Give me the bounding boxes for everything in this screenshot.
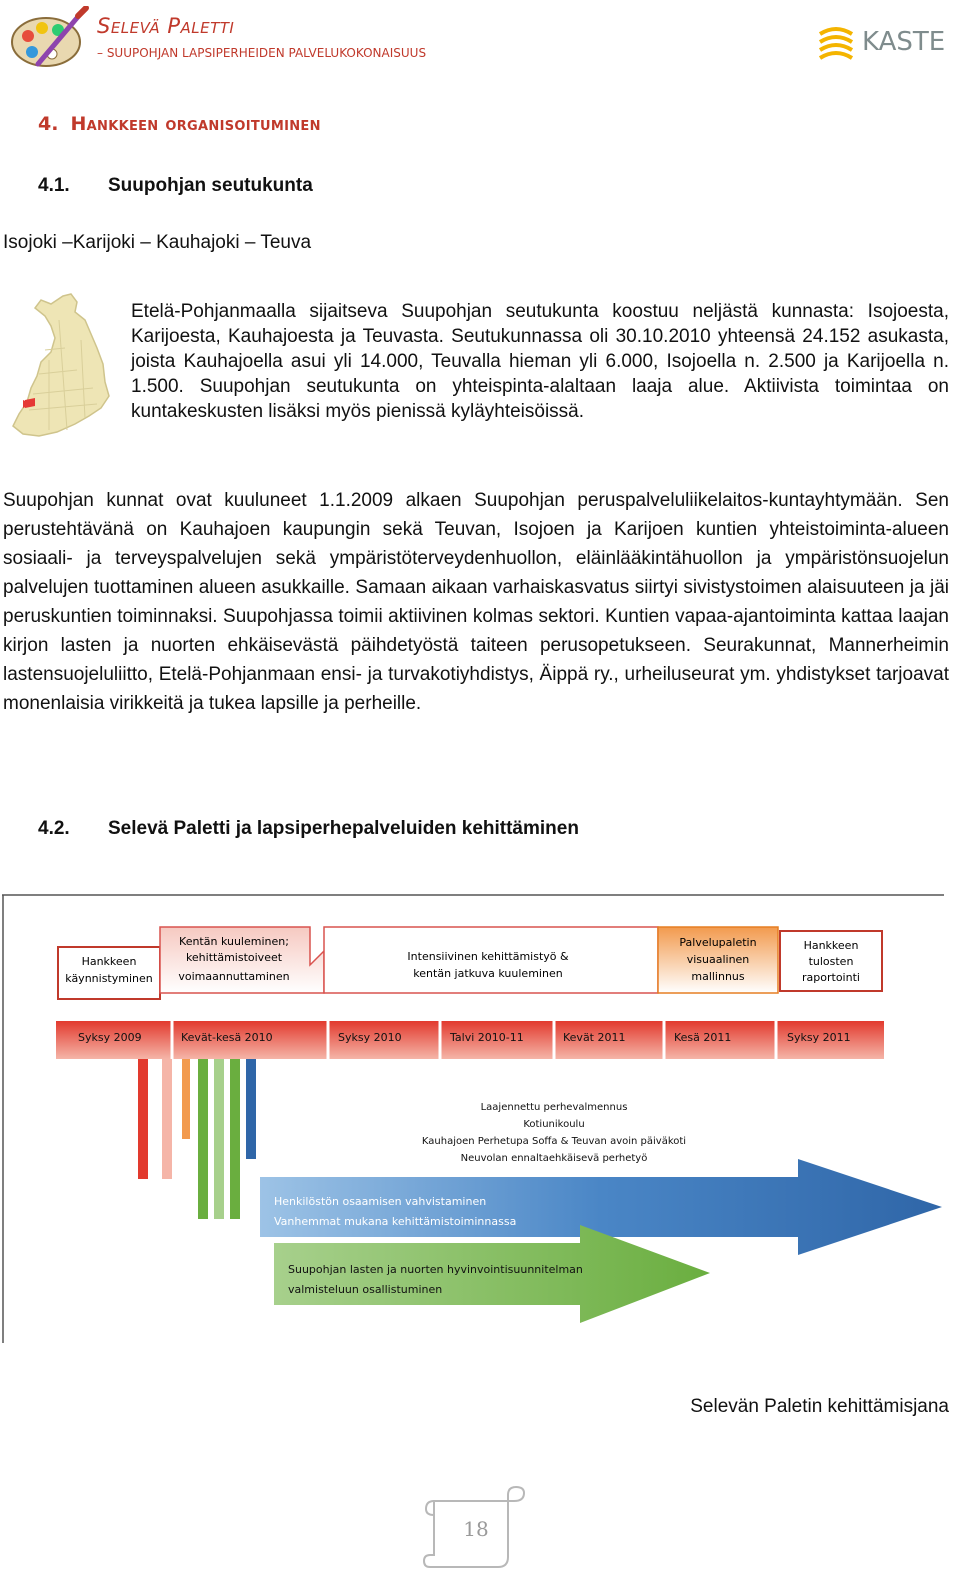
finland-map-icon: [5, 290, 117, 440]
subsection-heading-4-1: [38, 175, 313, 197]
service-1: Laajennettu perhevalmennus: [480, 1102, 628, 1113]
phase-3-line-2: kentän jatkuva kuuleminen: [413, 967, 563, 980]
page-number-scroll-icon: [420, 1485, 534, 1571]
phase-box-5: [780, 931, 882, 991]
phase-4-line-2: visuaalinen: [686, 953, 750, 966]
phase-box-1: [58, 947, 160, 999]
phase-box-2: [160, 927, 324, 993]
green-arrow-line-1: Suupohjan lasten ja nuorten hyvinvointisuunnitelman: [288, 1263, 583, 1276]
subsection-number: 4.2.: [38, 818, 70, 839]
kaste-logo: [818, 20, 950, 64]
service-3: Kauhajoen Perhetupa Soffa & Teuvan avoin päiväkoti: [421, 1136, 687, 1147]
section-heading: [38, 113, 321, 135]
phase-1-line-1: Hankkeen: [81, 955, 137, 968]
timeline-stripes: [138, 1059, 256, 1219]
period-3: Syksy 2010: [338, 1031, 402, 1044]
phase-4-line-3: mallinnus: [691, 970, 745, 983]
brand-subtitle: – SUUPOHJAN LAPSIPERHEIDEN PALVELUKOKONAISUUS: [97, 46, 427, 60]
phase-3-line-1: Intensiivinen kehittämistyö &: [407, 950, 569, 963]
phase-4-line-1: Palvelupaletin: [679, 936, 757, 949]
phase-5-line-2: tulosten: [808, 955, 854, 968]
green-arrow-line-2: valmisteluun osallistuminen: [288, 1283, 443, 1296]
period-2: Kevät-kesä 2010: [181, 1031, 273, 1044]
towns-line: Isojoki –Karijoki – Kauhajoki – Teuva: [3, 232, 312, 253]
brand-title: Selevä Paletti: [97, 14, 235, 38]
kaste-text: KASTE: [862, 27, 946, 57]
diagram-caption: Selevän Paletin kehittämisjana: [690, 1396, 949, 1417]
services-list: [422, 1102, 686, 1164]
period-4: Talvi 2010-11: [450, 1031, 524, 1044]
phase-box-3: [324, 927, 658, 993]
phase-5-line-1: Hankkeen: [803, 939, 859, 952]
phase-1-line-2: käynnistyminen: [65, 972, 153, 985]
period-6: Kesä 2011: [674, 1031, 732, 1044]
period-5: Kevät 2011: [563, 1031, 626, 1044]
blue-arrow-line-1: Henkilöstön osaamisen vahvistaminen: [274, 1195, 487, 1208]
phase-box-4: [658, 927, 778, 993]
phase-2-line-2: kehittämistoiveet: [185, 951, 283, 964]
phase-2-line-3: voimaannuttaminen: [178, 970, 290, 983]
phase-5-line-3: raportointi: [802, 971, 860, 984]
subsection-heading-4-2: [38, 818, 579, 840]
section-title: Hankkeen organisoituminen: [70, 113, 321, 135]
subsection-title: Selevä Paletti ja lapsiperhepalveluiden kehittäminen: [108, 818, 579, 839]
section-number: 4.: [38, 113, 59, 135]
development-timeline-diagram: [2, 893, 946, 1345]
paragraph-region: Etelä-Pohjanmaalla sijaitseva Suupohjan seutukunta koostuu neljästä kunnasta: Isojoesta, Karijoesta, Kauhajoesta ja Teuvasta. Seutukunnassa oli 30.10.2010 yhteensä 24.152 asukasta, joista Kauhajoella asui yli 14.000, Teuvalla hieman yli 6.000, Isojoella n. 2.500 ja Karijoella n. 1.500. Suupohjan seutukunta on yhteispinta-alaltaan laaja alue. Aktiivista toimintaa on kuntakeskusten lisäksi myös pienissä kyläyhteisöissä.: [131, 301, 949, 422]
subsection-title: Suupohjan seutukunta: [108, 175, 313, 196]
paragraph-organisation: Suupohjan kunnat ovat kuuluneet 1.1.2009 alkaen Suupohjan peruspalveluliikelaitos-kuntayhtymään. Sen perustehtävänä on Kauhajoen kaupungin sekä Teuvan, Isojoen ja Karijoen kuntien yhteistoiminta-alueen sosiaali- ja terveyspalvelujen sekä ympäristöterveydenhuollon, eläinlääkintähuollon ja ympäristönsuojelun palvelujen tuottaminen alueen asukkaille. Samaan aikaan varhaiskasvatus siirtyi sivistystoimen alaisuuteen ja jäi peruskuntien toiminnaksi. Suupohjassa toimii aktiivinen kolmas sektori. Kuntien vapaa-ajantoiminta kattaa laajan kirjon lasten ja nuorten ehkäisevästä päihdetyöstä taiteen perusopetukseen. Seurakunnat, Mannerheimin lastensuojeluliitto, Etelä-Pohjanmaan ensi- ja turvakotiyhdistys, Äippä ry., urheiluseurat ym. yhdistykset tarjoavat monenlaisia virikkeitä ja tukea lapsille ja perheille.: [3, 490, 949, 714]
service-2: Kotiunikoulu: [523, 1119, 585, 1130]
service-4: Neuvolan ennaltaehkäisevä perhetyö: [460, 1153, 648, 1164]
blue-arrow-line-2: Vanhemmat mukana kehittämistoiminnassa: [274, 1215, 517, 1228]
subsection-number: 4.1.: [38, 175, 70, 196]
phase-2-line-1: Kentän kuuleminen;: [179, 935, 289, 948]
period-7: Syksy 2011: [787, 1031, 851, 1044]
palette-logo: [8, 6, 90, 70]
page-number: 18: [463, 1517, 489, 1541]
period-1: Syksy 2009: [78, 1031, 142, 1044]
